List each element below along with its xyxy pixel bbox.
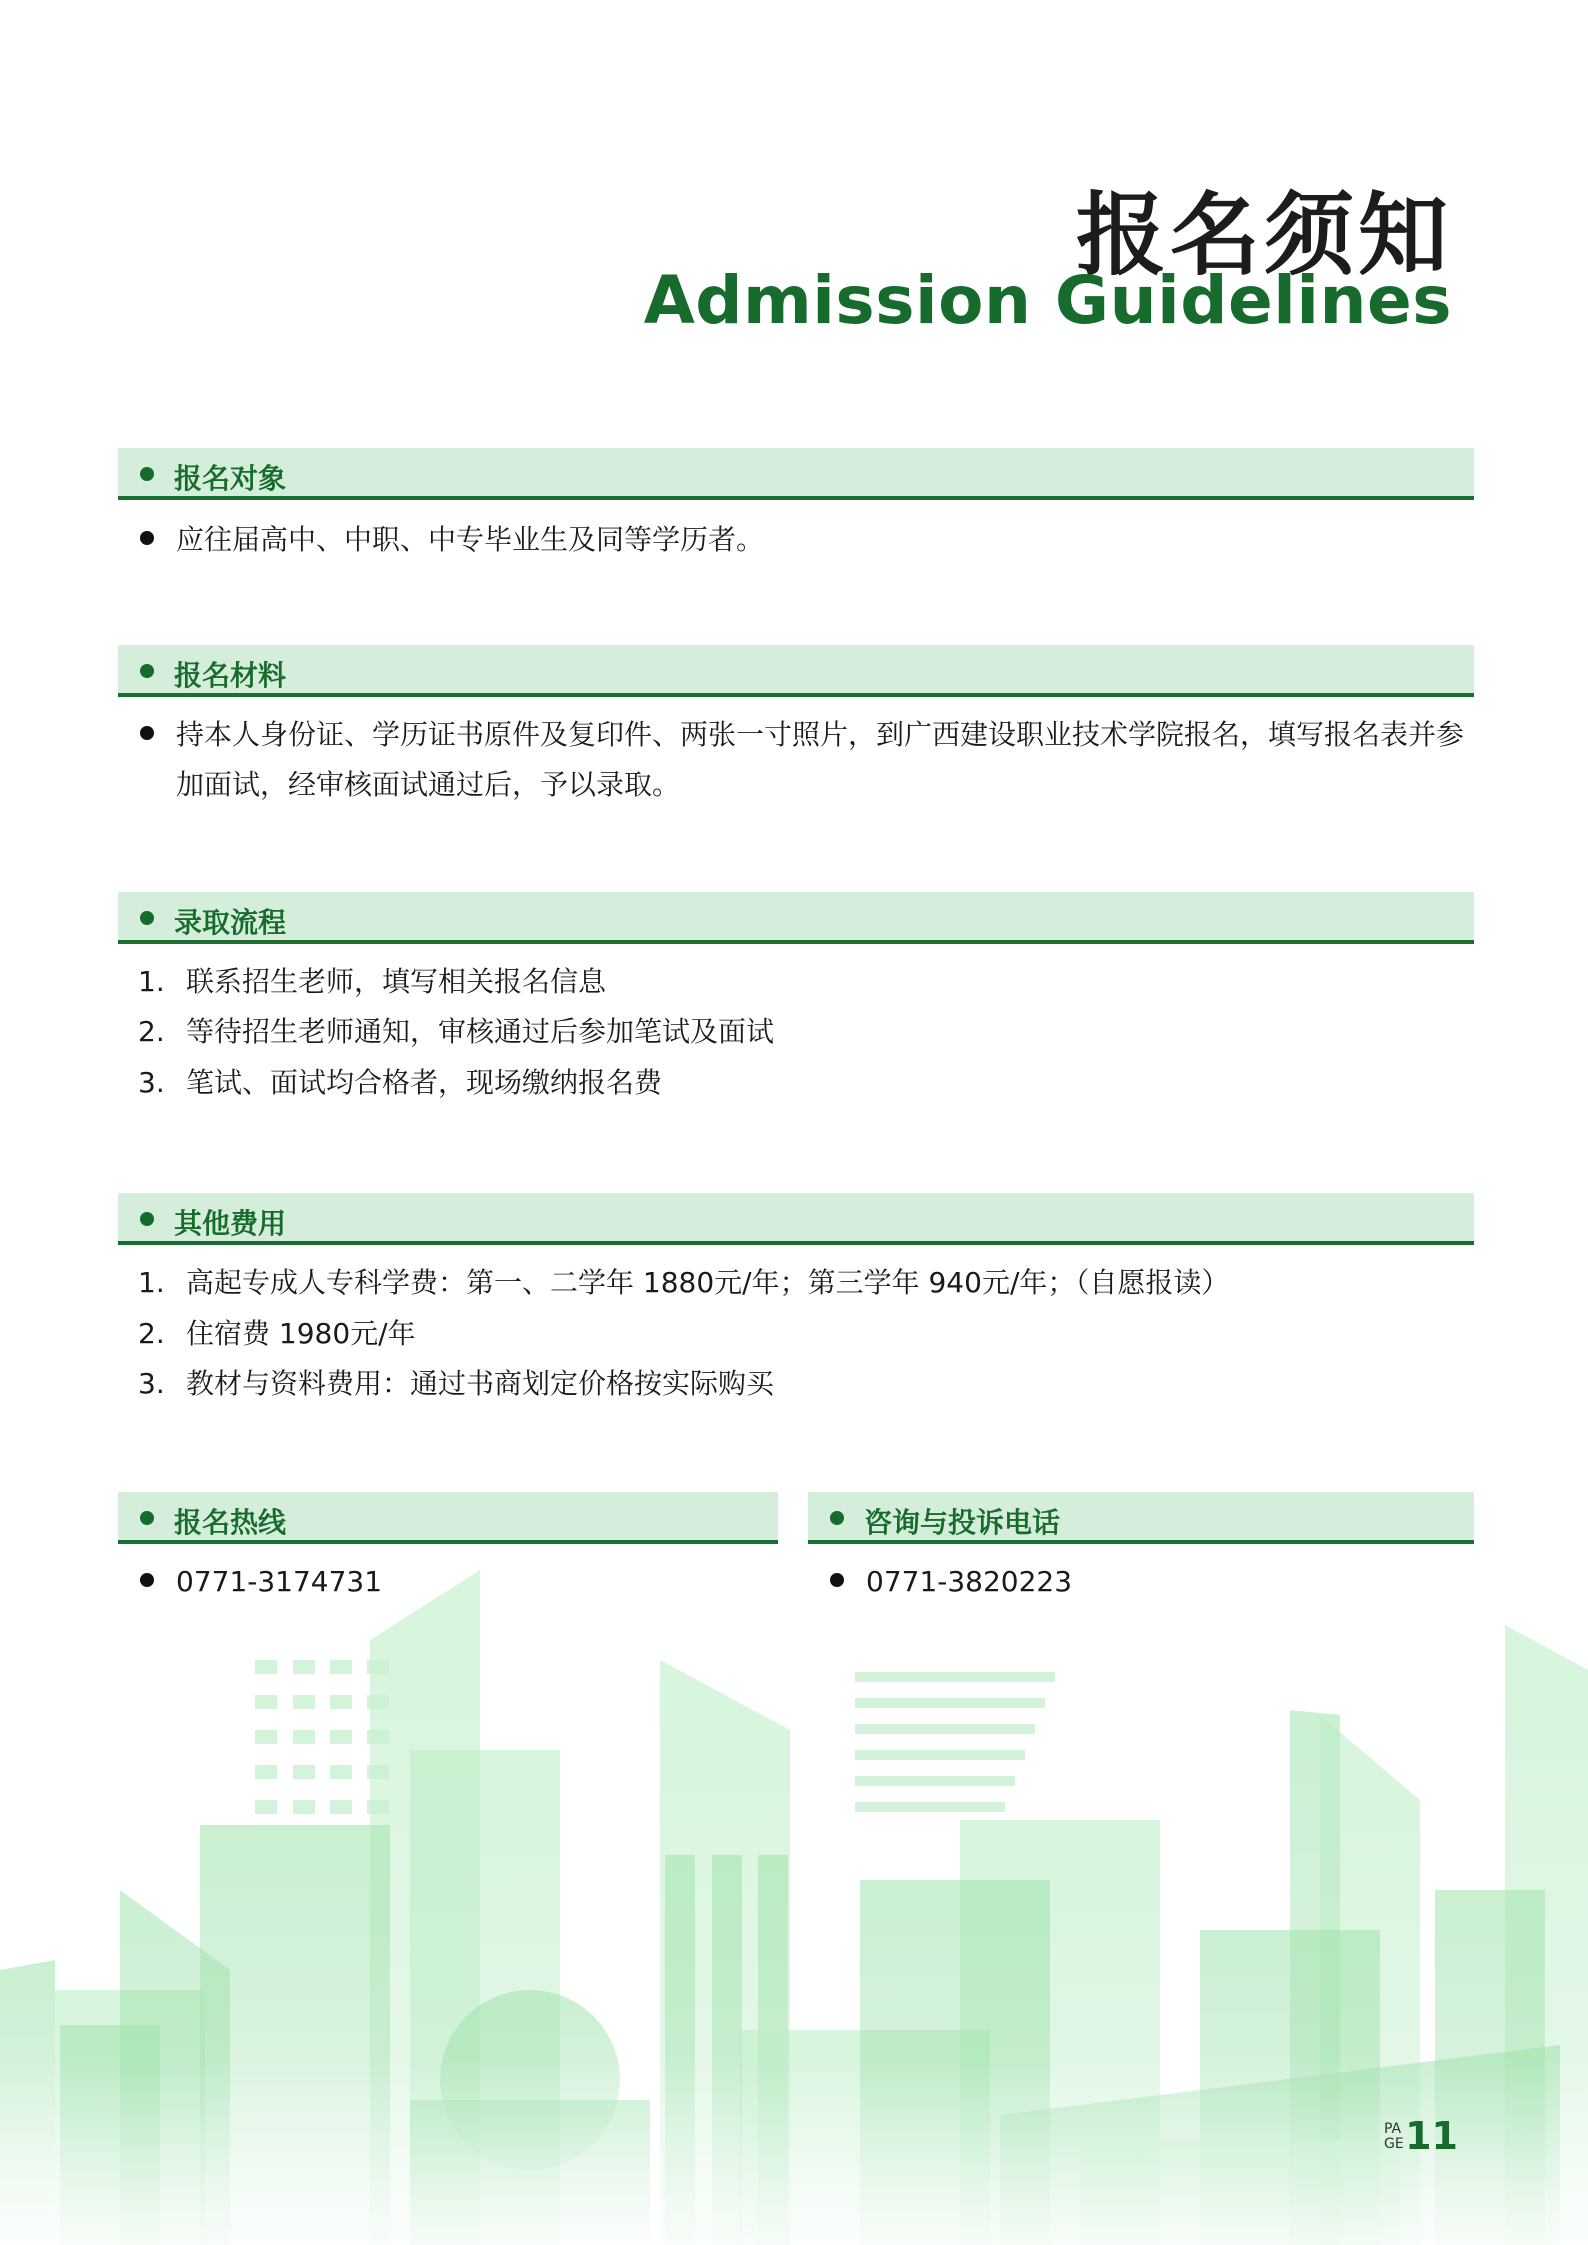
item-text: 高起专成人专科学费：第一、二学年 1880元/年；第三学年 940元/年；（自愿报读） [186,1266,1230,1299]
section-heading: 其他费用 [174,1207,287,1240]
section-dot-icon [140,664,154,678]
section-heading: 咨询与投诉电话 [864,1506,1061,1539]
city-skyline-illustration [0,1500,1588,2245]
item-text: 等待招生老师通知，审核通过后参加笔试及面试 [186,1015,775,1048]
page-number-value: 11 [1405,2114,1458,2158]
section-dot-icon [140,1212,154,1226]
section-header-complaint [808,1492,1474,1544]
bullet-icon [140,531,154,545]
item-number: 2. [138,1317,165,1350]
section-dot-icon [830,1511,844,1525]
section-header-fees [118,1193,1474,1245]
item-text: 联系招生老师，填写相关报名信息 [186,965,607,998]
section-dot-icon [140,911,154,925]
bullet-icon [830,1573,844,1587]
page-label-top: PA [1384,2121,1402,2137]
page-title-en: Admission Guidelines [643,262,1452,339]
section-header-materials [118,645,1474,697]
section-heading: 报名热线 [174,1506,287,1539]
section-header-process [118,892,1474,944]
section-header-target [118,448,1474,500]
section-heading: 录取流程 [174,906,287,939]
list-item-text: 持本人身份证、学历证书原件及复印件、两张一寸照片，到广西建设职业技术学院报名，填写报名表并参加面试，经审核面试通过后，予以录取。 [176,718,1465,801]
bullet-icon [140,1573,154,1587]
page-label-bottom: GE [1384,2136,1404,2152]
list-item-text: 应往届高中、中职、中专毕业生及同等学历者。 [176,523,765,556]
item-number: 2. [138,1015,165,1048]
item-number: 1. [138,965,165,998]
section-dot-icon [140,1511,154,1525]
phone-number: 0771-3820223 [866,1565,1073,1598]
page-title-cn: 报名须知 [1076,183,1452,288]
item-text: 教材与资料费用：通过书商划定价格按实际购买 [186,1367,775,1400]
bullet-icon [140,726,154,740]
phone-number: 0771-3174731 [176,1565,383,1598]
item-text: 笔试、面试均合格者，现场缴纳报名费 [186,1066,663,1099]
item-number: 1. [138,1266,165,1299]
section-heading: 报名材料 [174,659,287,692]
section-heading: 报名对象 [174,462,287,495]
item-text: 住宿费 1980元/年 [186,1317,416,1350]
item-number: 3. [138,1066,165,1099]
item-number: 3. [138,1367,165,1400]
section-header-hotline [118,1492,778,1544]
section-dot-icon [140,467,154,481]
